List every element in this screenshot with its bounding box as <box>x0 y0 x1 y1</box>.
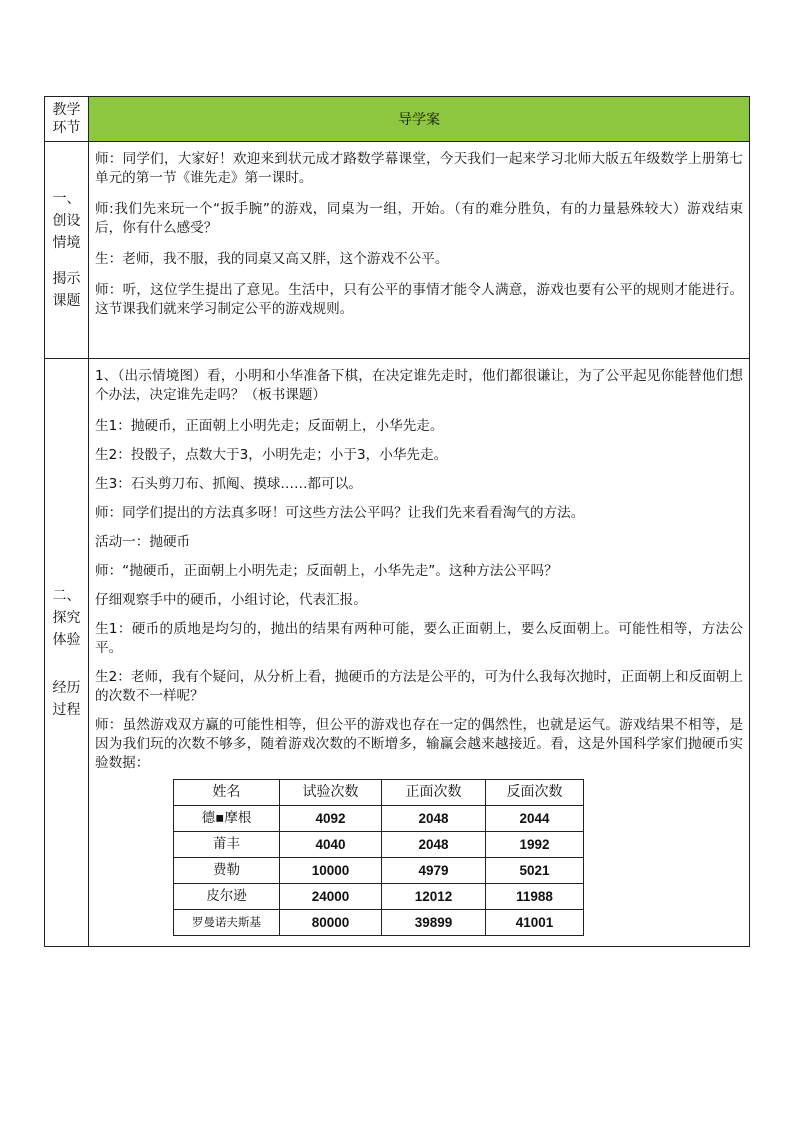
stage-1-line-4: 课题 <box>52 293 81 309</box>
paragraph: 生2：老师，我有个疑问，从分析上看，抛硬币的方法是公平的，可为什么我每次抛时，正面朝上和反面朝上的次数不一样呢？ <box>95 669 743 704</box>
cell-name: 德▪摩根 <box>174 806 280 832</box>
section-2-content <box>89 359 750 947</box>
cell-tails: 11988 <box>486 884 584 910</box>
table-row <box>174 910 584 936</box>
cell-trials: 80000 <box>280 910 382 936</box>
cell-tails: 1992 <box>486 832 584 858</box>
cell-tails: 41001 <box>486 910 584 936</box>
cell-heads: 39899 <box>382 910 486 936</box>
column-header-trials: 试验次数 <box>280 780 382 806</box>
table-row <box>174 858 584 884</box>
table-row <box>174 832 584 858</box>
section-2-stage <box>45 359 89 947</box>
section-1-stage <box>45 142 89 359</box>
paragraph: 1、（出示情境图）看，小明和小华准备下棋，在决定谁先走时，他们都很谦让，为了公平起见你能替他们想个办法，决定谁先走吗？（板书课题） <box>95 368 743 403</box>
section-2-row <box>45 359 750 947</box>
lesson-plan-table <box>44 96 750 947</box>
column-header-heads: 正面次数 <box>382 780 486 806</box>
cell-heads: 12012 <box>382 884 486 910</box>
column-header-tails: 反面次数 <box>486 780 584 806</box>
paragraph: 师：虽然游戏双方赢的可能性相等，但公平的游戏也存在一定的偶然性，也就是运气。游戏结果不相等，是因为我们玩的次数不够多，随着游戏次数的不断增多，输赢会越来越接近。看，这是外国科学家们抛硬币实验数据： <box>95 717 743 771</box>
stage-2-line-4: 过程 <box>52 701 81 718</box>
cell-trials: 10000 <box>280 858 382 884</box>
cell-trials: 4092 <box>280 806 382 832</box>
paragraph: 师:我们先来玩一个“扳手腕”的游戏，同桌为一组，开始。（有的难分胜负，有的力量悬殊较大）游戏结束后，你有什么感受？ <box>95 201 743 236</box>
header-stage-label <box>45 97 89 142</box>
stage-2-line-3: 经历 <box>52 679 81 696</box>
paragraph: 生1：硬币的质地是均匀的，抛出的结果有两种可能，要么正面朝上，要么反面朝上。可能性相等，方法公平。 <box>95 621 743 656</box>
cell-trials: 4040 <box>280 832 382 858</box>
cell-name: 皮尔逊 <box>174 884 280 910</box>
stage-2-number: 二、 <box>52 587 81 604</box>
section-1-content <box>89 142 750 359</box>
cell-tails: 5021 <box>486 858 584 884</box>
cell-heads: 2048 <box>382 806 486 832</box>
stage-2-line-1: 探究 <box>52 609 81 626</box>
cell-heads: 4979 <box>382 858 486 884</box>
section-1-row <box>45 142 750 359</box>
paragraph: 生：老师，我不服，我的同桌又高又胖，这个游戏不公平。 <box>95 251 449 267</box>
table-row <box>174 884 584 910</box>
paragraph: 师：听，这位学生提出了意见。生活中，只有公平的事情才能令人满意，游戏也要有公平的规则才能进行。这节课我们就来学习制定公平的游戏规则。 <box>95 282 743 317</box>
cell-heads: 2048 <box>382 832 486 858</box>
stage-1-line-2: 情境 <box>52 235 81 251</box>
header-left-line-2: 环节 <box>52 120 81 136</box>
stage-1-line-1: 创设 <box>52 213 81 229</box>
cell-name: 莆丰 <box>174 832 280 858</box>
header-left-line-1: 教学 <box>52 102 81 118</box>
stage-1-line-3: 揭示 <box>52 271 81 287</box>
paragraph: 生3：石头剪刀布、抓阄、摸球……都可以。 <box>95 476 362 492</box>
cell-trials: 24000 <box>280 884 382 910</box>
column-header-name: 姓名 <box>174 780 280 806</box>
header-title: 导学案 <box>89 97 750 142</box>
stage-2-line-2: 体验 <box>52 631 81 648</box>
coin-experiment-table <box>173 779 584 936</box>
paragraph: 师：同学们提出的方法真多呀！可这些方法公平吗？让我们先来看看淘气的方法。 <box>95 505 585 521</box>
table-header-row <box>174 780 584 806</box>
paragraph: 活动一：抛硬币 <box>95 534 191 550</box>
cell-name: 费勒 <box>174 858 280 884</box>
paragraph: 师：同学们，大家好！欢迎来到状元成才路数学幕课堂，今天我们一起来学习北师大版五年级数学上册第七单元的第一节《谁先走》第一课时。 <box>95 151 743 186</box>
header-row <box>45 97 750 142</box>
table-row <box>174 806 584 832</box>
stage-1-number: 一、 <box>52 191 81 207</box>
paragraph: 仔细观察手中的硬币，小组讨论，代表汇报。 <box>95 592 367 608</box>
cell-name: 罗曼诺夫斯基 <box>174 910 280 936</box>
paragraph: 生1：抛硬币，正面朝上小明先走；反面朝上，小华先走。 <box>95 418 444 434</box>
paragraph: 师：“抛硬币，正面朝上小明先走；反面朝上，小华先走”。这种方法公平吗？ <box>95 563 558 579</box>
cell-tails: 2044 <box>486 806 584 832</box>
paragraph: 生2：投骰子，点数大于3，小明先走；小于3，小华先走。 <box>95 447 448 463</box>
